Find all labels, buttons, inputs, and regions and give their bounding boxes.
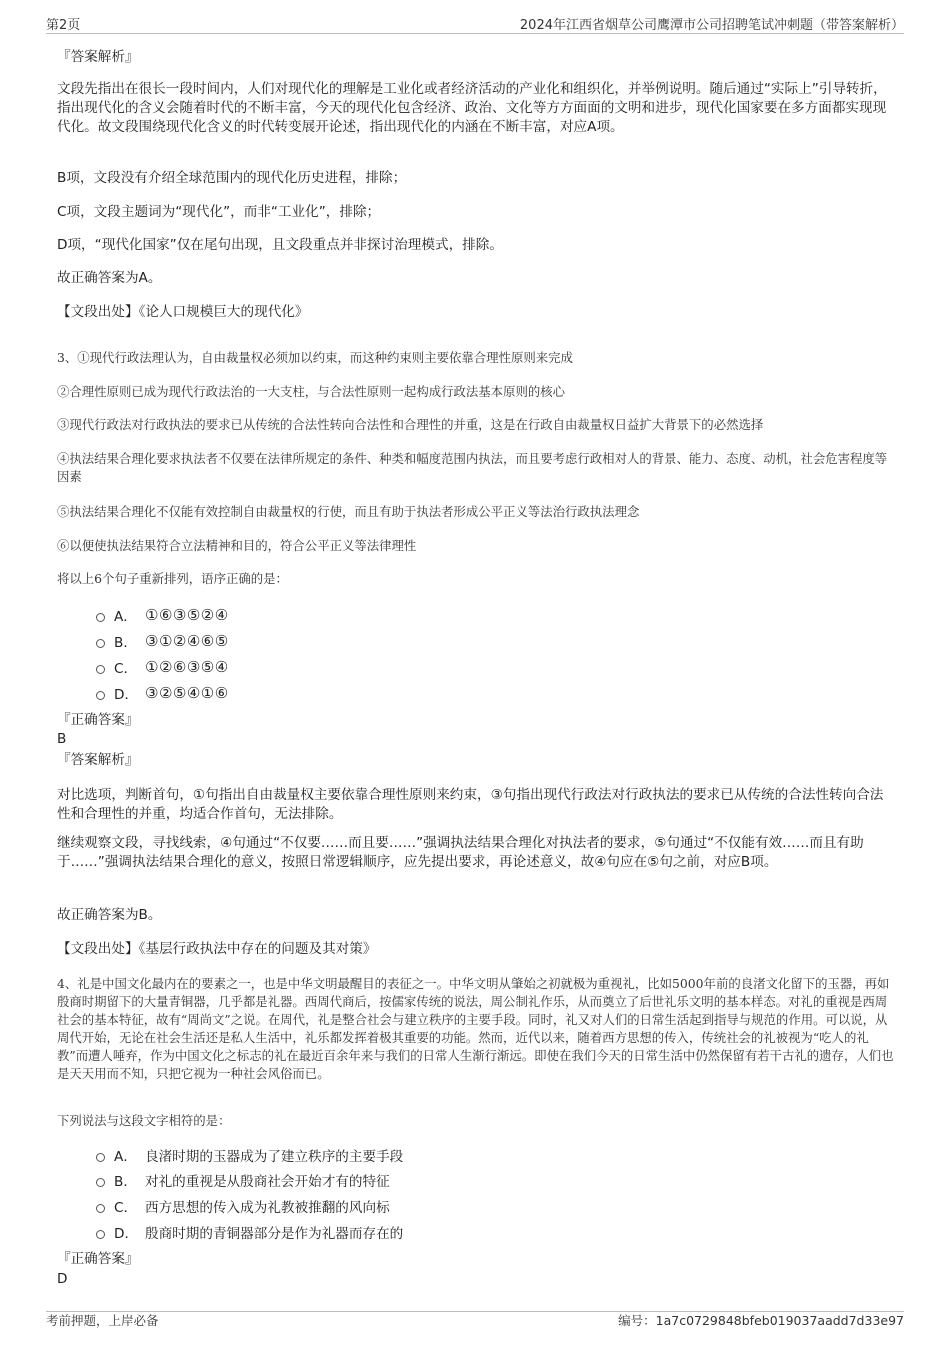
radio-icon[interactable]: [96, 613, 105, 622]
passage-source: 【文段出处】《基层行政执法中存在的问题及其对策》: [57, 941, 377, 957]
option-letter: A．: [114, 1149, 137, 1165]
option-letter: C．: [114, 1200, 138, 1216]
option-a[interactable]: [96, 1145, 403, 1165]
option-c[interactable]: [96, 657, 229, 677]
document-title: 2024年江西省烟草公司鹰潭市公司招聘笔试冲刺题（带答案解析）: [519, 18, 904, 33]
question-sentence: ④执法结果合理化要求执法者不仅要在法律所规定的条件、种类和幅度范围内执法，而且要考虑行政相对人的背景、能力、态度、动机，社会危害程度等因素: [57, 451, 888, 484]
correct-answer-label: 『正确答案』: [57, 712, 139, 728]
radio-icon[interactable]: [96, 691, 105, 700]
question-sentence: ⑥以便使执法结果符合立法精神和目的，符合公平正义等法律理性: [57, 538, 417, 553]
option-text: 殷商时期的青铜器部分是作为礼器而存在的: [145, 1226, 404, 1242]
question-passage: 4、礼是中国文化最内在的要素之一，也是中华文明最醒目的表征之一。中华文明从肇始之初就极为重视礼，比如5000年前的良渚文化留下的玉器，再如殷商时期留下的大量青铜器，几乎都是礼器。西周代商后，按儒家传统的说法，周公制礼作乐，从而奠立了后世礼乐文明的基本样态。对礼的重视是西周社会的基本特征，故有“周尚文”之说。在周代，礼是整合社会与建立秩序的主要手段。同时，礼又对人们的日常生活起到指导与规范的作用。可以说，从周代开始，无论在社会生活还是私人生活中，礼乐都发挥着极其重要的功能。然而，近代以来，随着西方思想的传入，传统社会的礼被视为“吃人的礼教”而遭人唾弃，作为中国文化之标志的礼在最近百余年来与我们的日常人生渐行渐远。即使在我们今天的日常生活中仍然保留有若干古礼的遗存，人们也是天天用而不知，只把它视为一种社会风俗而已。: [57, 976, 894, 1081]
passage-source: 【文段出处】《论人口规模巨大的现代化》: [57, 304, 309, 320]
radio-icon[interactable]: [96, 665, 105, 674]
analysis-paragraph: D项，“现代化国家”仅在尾句出现，且文段重点并非探讨治理模式，排除。: [57, 237, 503, 253]
option-b[interactable]: [96, 1170, 390, 1190]
option-text: 对礼的重视是从殷商社会开始才有的特征: [145, 1174, 390, 1190]
analysis-label: 『答案解析』: [57, 49, 139, 65]
radio-icon[interactable]: [96, 1178, 105, 1187]
footer-slogan: 考前押题，上岸必备: [46, 1313, 159, 1328]
analysis-paragraph: B项，文段没有介绍全球范围内的现代化历史进程，排除；: [57, 170, 407, 186]
correct-answer: D: [57, 1271, 68, 1287]
option-letter: D．: [114, 1226, 139, 1242]
analysis-paragraph: 文段先指出在很长一段时间内，人们对现代化的理解是工业化或者经济活动的产业化和组织化，并举例说明。随后通过“实际上”引导转折，指出现代化的含义会随着时代的不断丰富，今天的现代化包含经济、政治、文化等方方面面的文明和进步，现代化国家要在多方面都实现现代化。故文段围绕现代化含义的时代转变展开论述，指出现代化的内涵在不断丰富，对应A项。: [57, 81, 887, 135]
radio-icon[interactable]: [96, 1153, 105, 1162]
correct-answer-label: 『正确答案』: [57, 1251, 139, 1267]
analysis-paragraph: C项，文段主题词为“现代化”，而非“工业化”，排除；: [57, 204, 381, 220]
option-text: 西方思想的传入成为礼教被推翻的风向标: [145, 1200, 390, 1216]
radio-icon[interactable]: [96, 639, 105, 648]
option-text: ①⑥③⑤②④: [145, 606, 229, 624]
option-text: ③②⑤④①⑥: [145, 684, 229, 702]
option-d[interactable]: [96, 1222, 403, 1242]
option-a[interactable]: [96, 605, 229, 625]
question-sentence: ③现代行政法对行政执法的要求已从传统的合法性转向合法性和合理性的并重，这是在行政自由裁量权日益扩大背景下的必然选择: [57, 417, 764, 432]
option-letter: D．: [114, 687, 139, 703]
option-text: 良渚时期的玉器成为了建立秩序的主要手段: [145, 1149, 404, 1165]
option-c[interactable]: [96, 1196, 390, 1216]
analysis-paragraph: 对比选项，判断首句，①句指出自由裁量权主要依靠合理性原则来约束，③句指出现代行政法对行政执法的要求已从传统的合法性转向合法性和合理性的并重，均适合作首句，无法排除。: [57, 787, 884, 822]
analysis-paragraph: 继续观察文段，寻找线索，④句通过“不仅要……而且要……”强调执法结果合理化对执法者的要求，⑤句通过“不仅能有效……而且有助于……”强调执法结果合理化的意义，按照日常逻辑顺序，应先提出要求，再论述意义，故④句应在⑤句之前，对应B项。: [57, 835, 864, 870]
answer-conclusion: 故正确答案为B。: [57, 907, 162, 923]
question-stem: 下列说法与这段文字相符的是：: [57, 1113, 231, 1128]
question-sentence: 3、①现代行政法理认为，自由裁量权必须加以约束，而这种约束则主要依靠合理性原则来完成: [57, 350, 573, 365]
question-stem: 将以上6个句子重新排列，语序正确的是：: [57, 571, 288, 586]
option-letter: B．: [114, 635, 137, 651]
question-sentence: ②合理性原则已成为现代行政法治的一大支柱，与合法性原则一起构成行政法基本原则的核心: [57, 384, 566, 399]
option-b[interactable]: [96, 631, 229, 651]
page-number: 第2页: [46, 18, 81, 33]
option-d[interactable]: [96, 683, 229, 703]
radio-icon[interactable]: [96, 1204, 105, 1213]
option-letter: B．: [114, 1174, 137, 1190]
option-text: ①②⑥③⑤④: [145, 658, 229, 676]
analysis-label: 『答案解析』: [57, 752, 139, 768]
radio-icon[interactable]: [96, 1230, 105, 1239]
option-text: ③①②④⑥⑤: [145, 632, 229, 650]
option-letter: C．: [114, 661, 138, 677]
answer-conclusion: 故正确答案为A。: [57, 270, 162, 286]
header-divider: [46, 33, 904, 34]
question-sentence: ⑤执法结果合理化不仅能有效控制自由裁量权的行使，而且有助于执法者形成公平正义等法治行政执法理念: [57, 504, 640, 519]
correct-answer: B: [57, 731, 67, 747]
option-letter: A．: [114, 609, 137, 625]
document-code: 编号：1a7c0729848bfeb019037aadd7d33e97: [618, 1313, 904, 1328]
